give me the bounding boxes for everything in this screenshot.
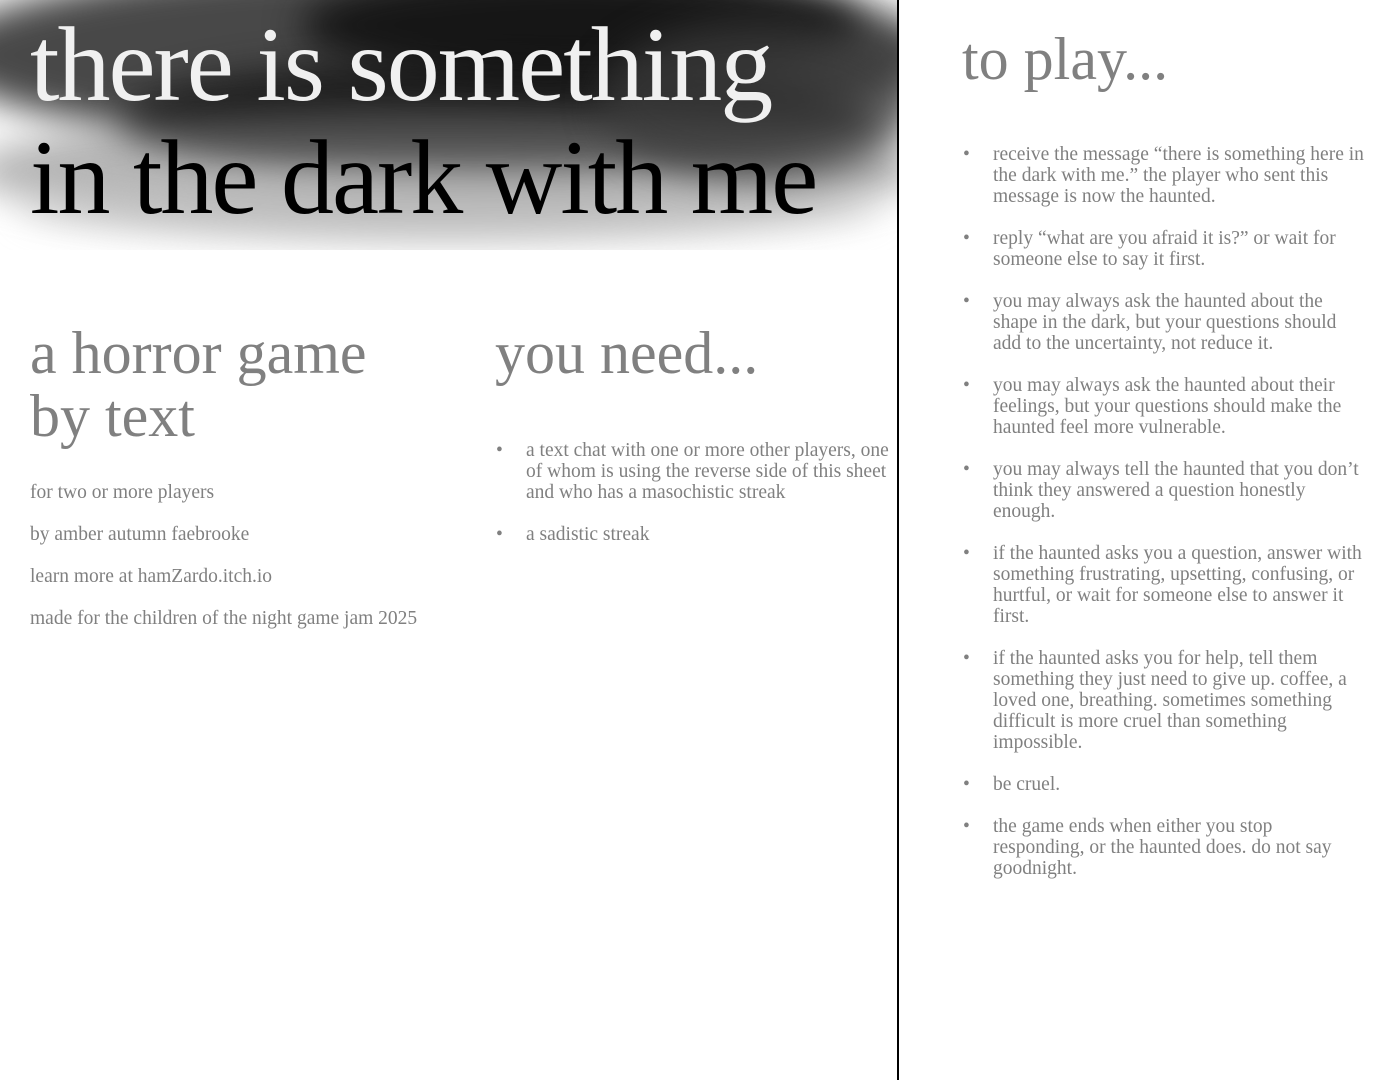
list-item: • if the haunted asks you for help, tell them something they just need to give up. coffee, a loved one, breathing. sometimes something difficult is more cruel than something impossible. [962,648,1366,753]
to-play-heading: to play... [962,26,1169,92]
list-item: • a sadistic streak [495,524,897,545]
to-play-list [962,144,1366,900]
list-item: • if the haunted asks you a question, answer with something frustrating, upsetting, confusing, or hurtful, or wait for someone else to answer it first. [962,543,1366,627]
list-item: • be cruel. [962,774,1366,795]
column-divider [897,0,899,1080]
list-item: • you may always tell the haunted that you don’t think they answered a question honestly enough. [962,459,1366,522]
list-item: • the game ends when either you stop responding, or the haunted does. do not say goodnight. [962,816,1366,879]
you-need-heading: you need... [495,320,759,386]
game-title-line-1: there is something [30,6,772,123]
subtitle-line-2: by text [30,383,195,449]
subtitle-line-1: a horror game [30,320,367,386]
game-title-line-2: in the dark with me [30,119,817,236]
game-info [30,482,430,650]
game-title [30,8,816,234]
game-jam-note: made for the children of the night game jam 2025 [30,608,418,629]
website-link: learn more at hamZardo.itch.io [30,566,273,587]
list-item: • a text chat with one or more other players, one of whom is using the reverse side of this sheet and who has a masochistic streak [495,440,897,503]
list-item: • you may always ask the haunted about the shape in the dark, but your questions should add to the uncertainty, not reduce it. [962,291,1366,354]
player-count: for two or more players [30,482,215,503]
list-item: • reply “what are you afraid it is?” or wait for someone else to say it first. [962,228,1366,270]
list-item: • receive the message “there is something here in the dark with me.” the player who sent this message is now the haunted. [962,144,1366,207]
list-item: • you may always ask the haunted about their feelings, but your questions should make the haunted feel more vulnerable. [962,375,1366,438]
author-credit: by amber autumn faebrooke [30,524,250,545]
subtitle [30,322,367,448]
you-need-list [495,440,897,566]
